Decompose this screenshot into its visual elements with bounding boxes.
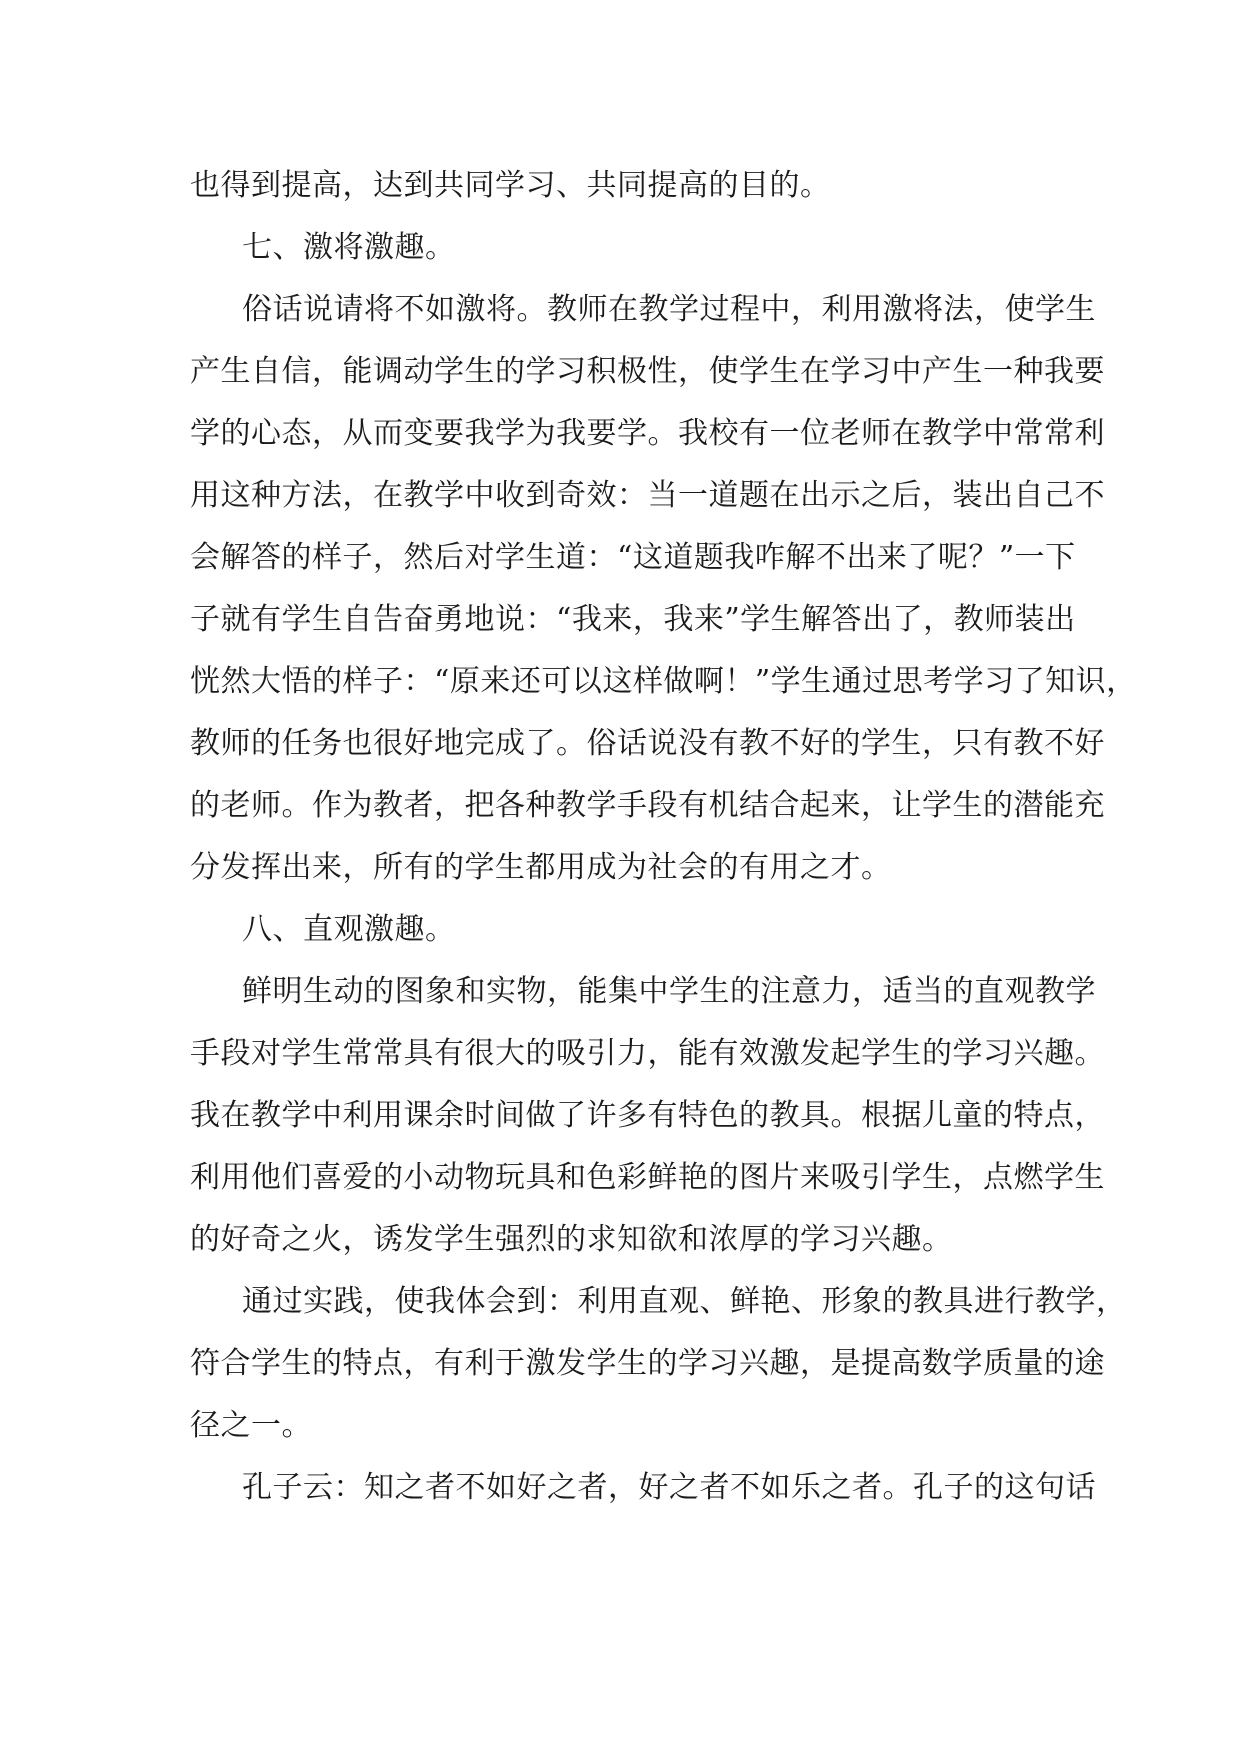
text-line: 产生自信，能调动学生的学习积极性，使学生在学习中产生一种我要	[190, 354, 1105, 389]
text-line: 符合学生的特点，有利于激发学生的学习兴趣，是提高数学质量的途	[190, 1346, 1105, 1381]
section-heading-8: 八、直观激趣。	[242, 912, 456, 947]
text-line: 教师的任务也很好地完成了。俗话说没有教不好的学生，只有教不好	[190, 726, 1105, 761]
text-line: 用这种方法，在教学中收到奇效：当一道题在出示之后，装出自己不	[190, 478, 1105, 513]
text-line: 子就有学生自告奋勇地说：“我来，我来”学生解答出了，教师装出	[190, 602, 1076, 637]
text-line: 恍然大悟的样子：“原来还可以这样做啊！”学生通过思考学习了知识，	[190, 664, 1137, 699]
text-line: 径之一。	[190, 1408, 312, 1443]
text-line: 俗话说请将不如激将。教师在教学过程中，利用激将法，使学生	[242, 292, 1096, 327]
text-line: 学的心态，从而变要我学为我要学。我校有一位老师在教学中常常利	[190, 416, 1105, 451]
text-line: 鲜明生动的图象和实物，能集中学生的注意力，适当的直观教学	[242, 974, 1096, 1009]
text-line: 也得到提高，达到共同学习、共同提高的目的。	[190, 168, 831, 203]
text-line: 通过实践，使我体会到：利用直观、鲜艳、形象的教具进行教学，	[242, 1284, 1127, 1319]
text-line: 利用他们喜爱的小动物玩具和色彩鲜艳的图片来吸引学生，点燃学生	[190, 1160, 1105, 1195]
text-line: 孔子云：知之者不如好之者，好之者不如乐之者。孔子的这句话	[242, 1470, 1096, 1505]
text-line: 手段对学生常常具有很大的吸引力，能有效激发起学生的学习兴趣。	[190, 1036, 1105, 1071]
text-line: 会解答的样子，然后对学生道：“这道题我咋解不出来了呢？”一下	[190, 540, 1076, 575]
text-line: 我在教学中利用课余时间做了许多有特色的教具。根据儿童的特点，	[190, 1098, 1105, 1133]
text-line: 分发挥出来，所有的学生都用成为社会的有用之才。	[190, 850, 892, 885]
text-line: 的好奇之火，诱发学生强烈的求知欲和浓厚的学习兴趣。	[190, 1222, 953, 1257]
text-line: 的老师。作为教者，把各种教学手段有机结合起来，让学生的潜能充	[190, 788, 1105, 823]
section-heading-7: 七、激将激趣。	[242, 230, 456, 265]
body-text	[190, 155, 1137, 1519]
